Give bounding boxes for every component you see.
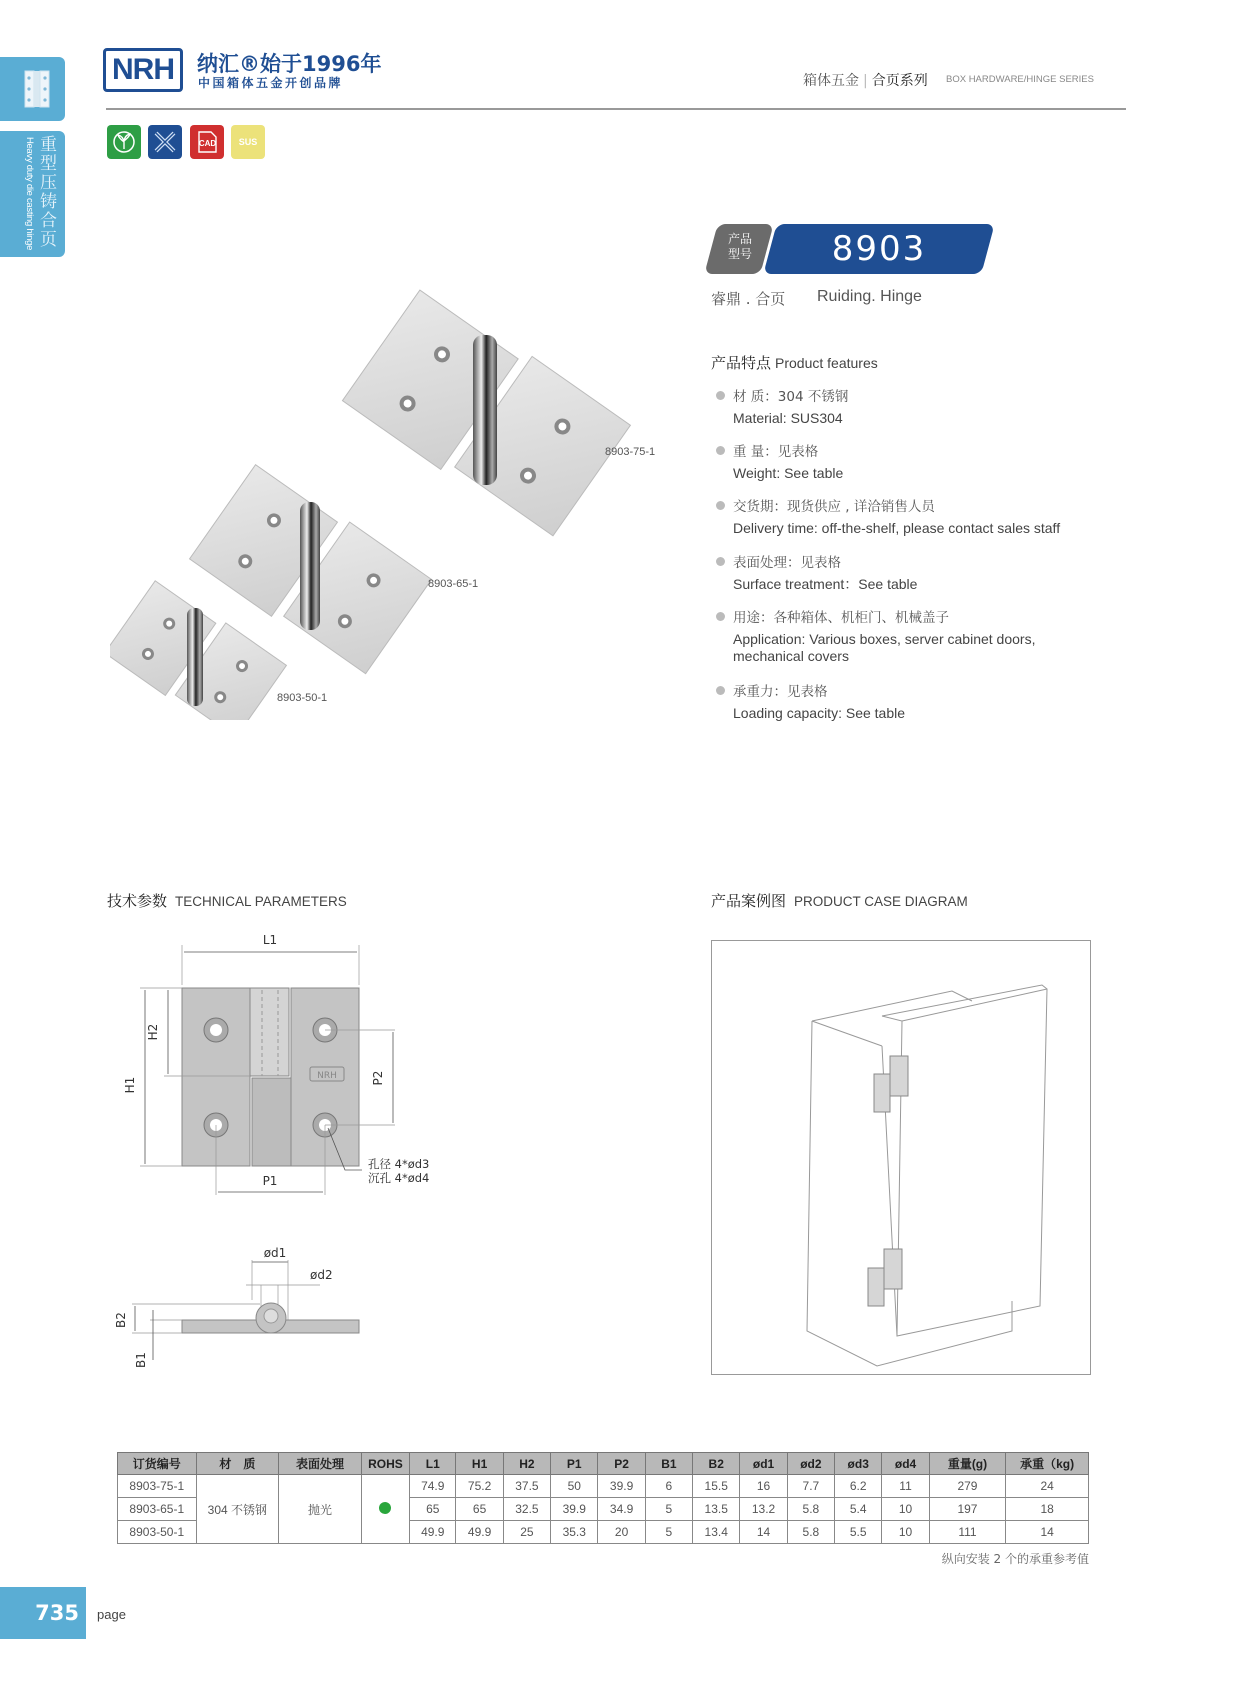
sidebar-category-tab	[0, 131, 65, 257]
spec-table	[117, 1452, 1089, 1544]
svg-text:ød2: ød2	[310, 1268, 333, 1282]
svg-text:B1: B1	[134, 1352, 148, 1368]
product-name-cn: 睿鼎 . 合页	[711, 290, 786, 308]
table-row: 8903-75-1 304 不锈钢 抛光 74.9 75.2 37.5 50 39.9 6 15.5 16 7.7 6.2 11 279 24	[118, 1475, 1089, 1498]
svg-text:孔径 4*ød3: 孔径 4*ød3	[368, 1157, 430, 1171]
model-number: 8903	[831, 229, 927, 269]
category-cn: 重型压铸合页	[36, 135, 56, 249]
page-label: page	[97, 1607, 126, 1622]
feature-delivery: 交货期：现货供应 , 详洽销售人员 Delivery time: off-the-shelf, please contact sales staff	[716, 495, 1136, 537]
series-english: BOX HARDWARE/HINGE SERIES	[946, 74, 1094, 85]
product-photos	[110, 240, 670, 720]
brand-tagline: 纳汇®始于1996年	[197, 52, 382, 76]
technical-drawing	[100, 920, 500, 1380]
hinge-icon	[0, 57, 65, 121]
product-name-en: Ruiding. Hinge	[817, 288, 922, 305]
cabinet-illustration	[712, 941, 1090, 1374]
svg-text:CAD: CAD	[198, 139, 217, 148]
feature-material: 材 质：304 不锈钢 Material: SUS304	[716, 385, 1136, 427]
eco-icon	[107, 125, 141, 159]
feature-loading: 承重力：见表格 Loading capacity: See table	[716, 680, 1136, 722]
nrh-logo: NRH	[103, 48, 183, 92]
rohs-cell	[361, 1475, 409, 1544]
series-category: 箱体五金	[803, 73, 859, 89]
series-name: 合页系列	[871, 73, 928, 89]
series-breadcrumb: 箱体五金 | 合页系列	[803, 73, 928, 89]
table-footnote: 纵向安装 2 个的承重参考值	[941, 1552, 1089, 1566]
cad-icon	[190, 125, 224, 159]
table-header-row: 订货编号 材 质 表面处理 ROHS L1 H1 H2 P1 P2 B1 B2 ød1 ød2 ød3 ød4 重量(g) 承重（kg)	[118, 1453, 1089, 1475]
brand-subtitle: 中国箱体五金开创品牌	[198, 76, 344, 90]
table-row: 8903-50-1 49.9 49.9 25 35.3 20 5 13.4 14 5.8 5.5 10 111 14	[118, 1521, 1089, 1544]
feature-weight: 重 量：见表格 Weight: See table	[716, 440, 1136, 482]
surface-cell: 抛光	[279, 1475, 362, 1544]
case-diagram-title: 产品案例图 PRODUCT CASE DIAGRAM	[711, 892, 968, 910]
image-label-65: 8903-65-1	[428, 578, 479, 590]
svg-text:P1: P1	[262, 1174, 278, 1188]
feature-application: 用途：各种箱体、机柜门、机械盖子 Application: Various boxes, server cabinet doors, mechanical covers	[716, 606, 1136, 665]
image-label-50: 8903-50-1	[277, 692, 328, 704]
svg-text:B2: B2	[114, 1312, 128, 1328]
svg-text:ød1: ød1	[263, 1246, 287, 1260]
sidebar-hinge-tab	[0, 57, 65, 121]
svg-text:NRH: NRH	[317, 1071, 337, 1081]
table-row: 8903-65-1 65 65 32.5 39.9 34.9 5 13.5 13.2 5.8 5.4 10 197 18	[118, 1498, 1089, 1521]
svg-text:H2: H2	[146, 1023, 160, 1041]
page-number: 735	[0, 1587, 86, 1639]
model-label: 产品 型号	[727, 232, 752, 261]
hinge-8903-75-1	[342, 282, 630, 544]
svg-text:P2: P2	[371, 1070, 385, 1086]
case-diagram-frame	[711, 940, 1091, 1375]
category-en: Heavy duty die casting hinge	[24, 137, 35, 251]
material-cell: 304 不锈钢	[196, 1475, 279, 1544]
feature-surface: 表面处理：见表格 Surface treatment：See table	[716, 551, 1136, 593]
sus-icon: SUS	[231, 125, 265, 159]
features-title: 产品特点 Product features	[711, 354, 878, 372]
technical-title: 技术参数 TECHNICAL PARAMETERS	[107, 892, 347, 910]
header-divider	[106, 108, 1126, 110]
svg-text:H1: H1	[123, 1076, 137, 1094]
tools-icon	[148, 125, 182, 159]
svg-text:L1: L1	[262, 933, 278, 947]
rohs-compliant-icon	[379, 1502, 391, 1514]
svg-text:沉孔 4*ød4: 沉孔 4*ød4	[368, 1171, 430, 1185]
image-label-75: 8903-75-1	[605, 446, 656, 458]
